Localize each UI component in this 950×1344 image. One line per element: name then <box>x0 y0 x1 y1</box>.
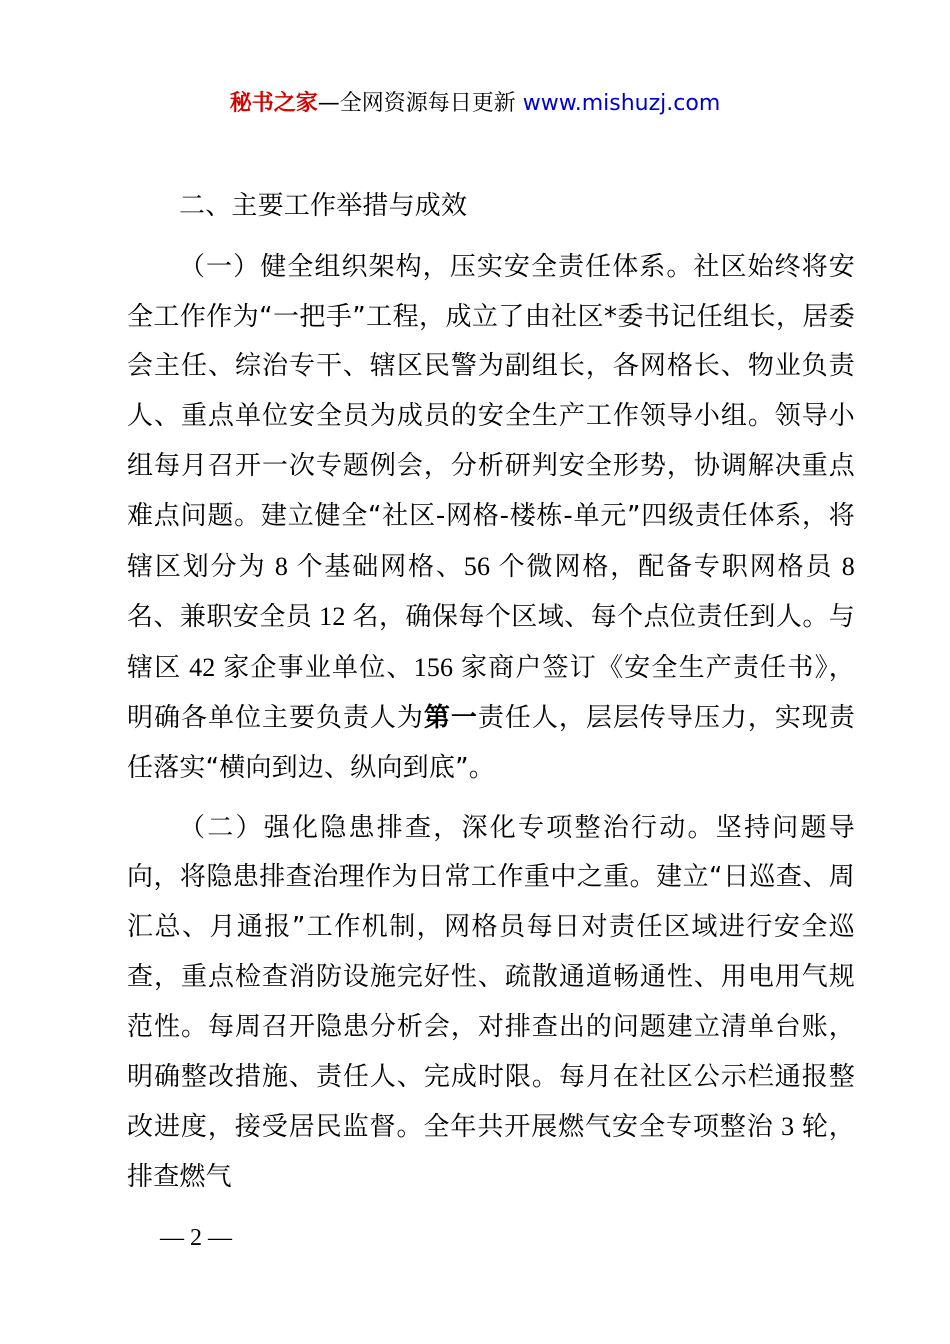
site-header <box>0 88 950 120</box>
number-value: 156 <box>413 653 461 683</box>
site-slogan: —全网资源每日更新 <box>317 91 523 116</box>
paragraph-text: （二）强化隐患排查，深化专项整治行动。坚持问题导向，将隐患排查治理作为日常工作重中之重。建立“日巡查、周汇总、月通报”工作机制，网格员每日对责任区域进行安全巡查，重点检查消防设施完好性、疏散通道畅通性、用电用气规范性。每周召开隐患分析会，对排查出的问题建立清单台账，明确整改措施、责任人、完成时限。每月在社区公示栏通报整改进度，接受居民监督。全年共开展燃气安全专项整治 <box>127 812 855 1143</box>
number-value: 12 <box>312 602 353 632</box>
section-heading: 二、主要工作举措与成效 <box>179 191 468 221</box>
paragraph-text: （一）健全组织架构，压实安全责任体系。社区始终将安全工作作为“一把手”工程，成立了由社区*委书记任组长，居委会主任、综治专干、辖区民警为副组长，各网格长、物业负责人、重点单位安全员为成员的安全生产工作领导小组。领导小组每月召开一次专题例会，分析研判安全形势，协调解决重点难点问题。建立健全“社区-网格-楼栋-单元”四级责任体系，将辖区划分为 <box>127 251 855 582</box>
number-value: 8 <box>833 551 855 581</box>
paragraph-text: 轮，排查燃气 <box>127 1112 855 1193</box>
paragraph-text: 名、兼职安全员 <box>127 602 313 633</box>
paragraph-hazard-inspection <box>127 804 855 1203</box>
paragraph-text: 责任人，层层传导压力，实现责任落实“横向到边、纵向到底”。 <box>127 702 855 783</box>
page-number: — 2 — <box>160 1225 232 1251</box>
paragraph-text: 个基础网格、 <box>296 551 464 582</box>
paragraph-text: 家商户签订《安全生产责任书》，明确各单位主要负责人为 <box>127 653 855 733</box>
bold-text: 第一 <box>423 702 478 733</box>
paragraph-organization <box>127 243 855 794</box>
site-url-link[interactable]: www.mishuzj.com <box>522 91 721 116</box>
site-brand: 秘书之家 <box>229 91 318 116</box>
paragraph-text: 个微网格，配备专职网格员 <box>498 551 834 582</box>
number-value: 42 <box>181 653 224 683</box>
paragraph-text: 名，确保每个区域、每个点位责任到人。与辖区 <box>127 602 855 684</box>
number-value: 3 <box>773 1112 802 1142</box>
number-value: 56 <box>463 551 499 581</box>
document-body <box>127 182 855 1203</box>
paragraph-text: 家企事业单位、 <box>223 653 414 684</box>
number-value: 8 <box>266 551 297 581</box>
